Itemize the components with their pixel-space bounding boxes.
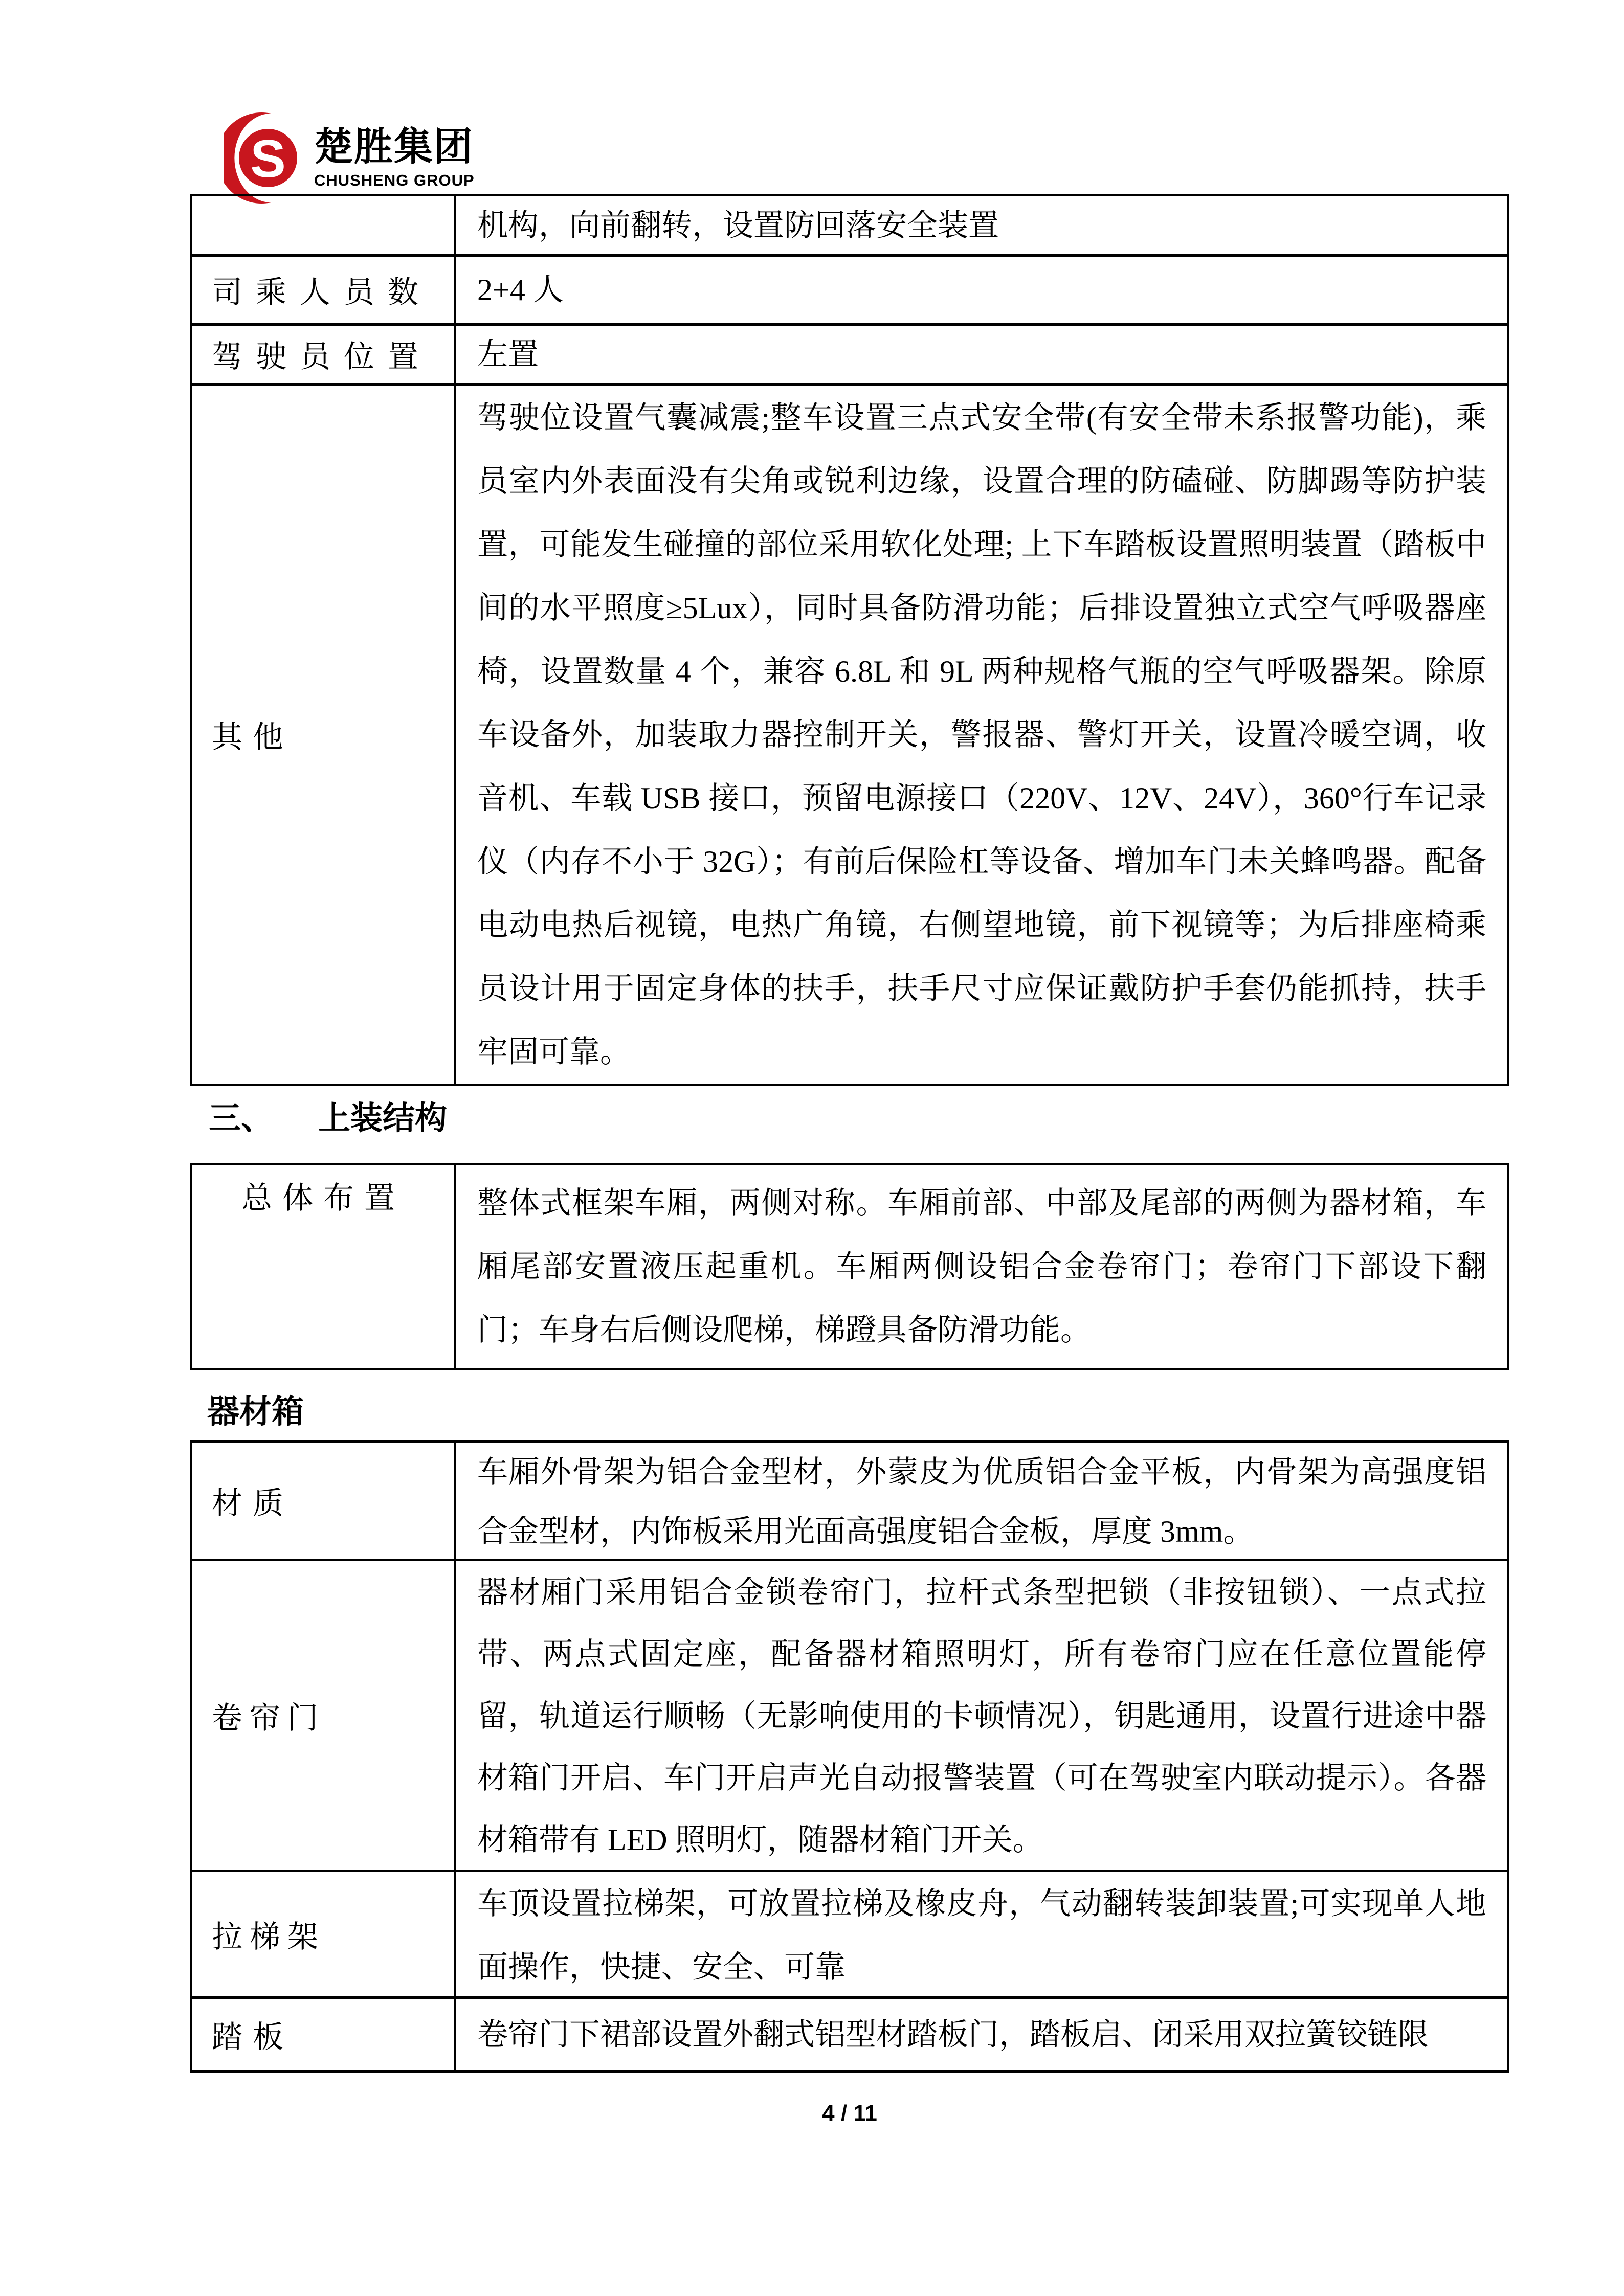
table-row [192,1165,1507,1368]
chusheng-logo-icon [224,111,300,205]
section-heading [209,1100,447,1136]
row-content: 左置 [477,337,539,371]
row-content: 整体式框架车厢，两侧对称。车厢前部、中部及尾部的两侧为器材箱，车厢尾部安置液压起重机。车厢两侧设铝合金卷帘门；卷帘门下部设下翻门；车身右后侧设爬梯，梯蹬具备防滑功能。 [477,1186,1486,1347]
table-row [192,1443,1507,1561]
row-content: 卷帘门下裙部设置外翻式铝型材踏板门，踏板启、闭采用双拉簧铰链限 [477,2018,1429,2052]
company-logo-text [314,111,475,189]
table-row [192,196,1507,257]
row-label: 踏板 [192,1999,456,2070]
section-title: 上装结构 [318,1100,447,1136]
row-label: 司乘人员数 [192,257,456,323]
spec-table-cab [190,194,1509,1086]
row-label [192,196,456,254]
row-content: 车厢外骨架为铝合金型材，外蒙皮为优质铝合金平板，内骨架为高强度铝合金型材，内饰板采用光面高强度铝合金板，厚度 3mm。 [477,1455,1486,1548]
section-number: 三、 [209,1100,273,1136]
subsection-heading: 器材箱 [207,1394,304,1430]
row-label: 卷帘门 [192,1561,456,1870]
row-label: 驾驶员位置 [192,326,456,383]
spec-table-layout [190,1163,1509,1370]
company-name-en: CHUSHENG GROUP [314,171,475,189]
row-label: 其他 [192,386,456,1084]
table-row [192,386,1507,1084]
svg-text:S: S [250,129,286,189]
row-content: 机构，向前翻转，设置防回落安全装置 [477,208,999,242]
page-number: 4 / 11 [822,2101,877,2126]
table-row [192,326,1507,386]
spec-table-equipment-box [190,1440,1509,2073]
row-content: 2+4 人 [477,273,564,307]
row-label: 总体布置 [192,1165,456,1368]
row-content: 器材厢门采用铝合金锁卷帘门，拉杆式条型把锁（非按钮锁）、一点式拉带、两点式固定座，配备器材箱照明灯，所有卷帘门应在任意位置能停留，轨道运行顺畅（无影响使用的卡顿情况），钥匙通用，设置行进途中器材箱门开启、车门开启声光自动报警装置（可在驾驶室内联动提示）。各器材箱带有 LED 照明灯，随器材箱门开关。 [477,1575,1486,1857]
table-row [192,1872,1507,1999]
table-row [192,257,1507,326]
row-label: 拉梯架 [192,1872,456,1996]
row-content: 驾驶位设置气囊减震;整车设置三点式安全带(有安全带未系报警功能)，乘员室内外表面没有尖角或锐利边缘，设置合理的防磕碰、防脚踢等防护装置，可能发生碰撞的部位采用软化处理; 上下车踏板设置照明装置（踏板中间的水平照度≥5Lux），同时具备防滑功能；后排设置独立式空气呼吸器座椅，设置数量 4 个，兼容 6.8L 和 9L 两种规格气瓶的空气呼吸器架。除原车设备外，加装取力器控制开关，警报器、警灯开关，设置冷暖空调，收音机、车载 USB 接口，预留电源接口（220V、12V、24V），360°行车记录仪（内存不小于 32G）；有前后保险杠等设备、增加车门未关蜂鸣器。配备电动电热后视镜，电热广角镜，右侧望地镜，前下视镜等；为后排座椅乘员设计用于固定身体的扶手，扶手尺寸应保证戴防护手套仍能抓持，扶手牢固可靠。 [477,401,1486,1069]
table-row [192,1561,1507,1872]
table-row [192,1999,1507,2070]
company-name-cn: 楚胜集团 [314,125,474,169]
row-label: 材质 [192,1443,456,1559]
row-content: 车顶设置拉梯架，可放置拉梯及橡皮舟，气动翻转装卸装置;可实现单人地面操作，快捷、安全、可靠 [477,1887,1486,1984]
company-logo [224,111,475,205]
